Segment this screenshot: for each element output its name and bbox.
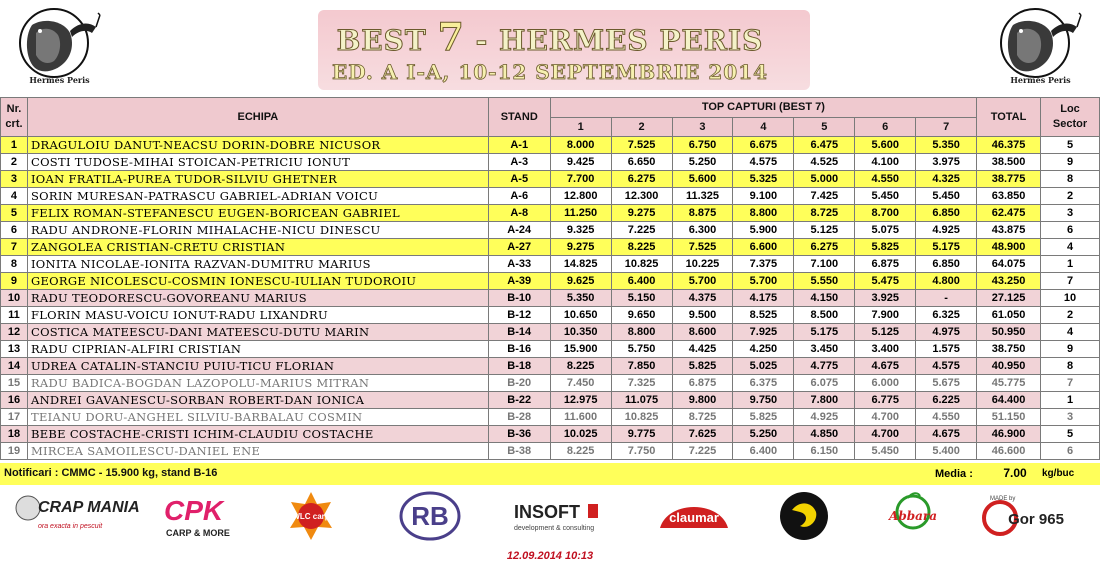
capture-cell: 7.750	[611, 443, 672, 460]
capture-cell: 5.400	[916, 443, 977, 460]
capture-cell: 6.000	[855, 375, 916, 392]
loc-sector-cell: 10	[1041, 290, 1100, 307]
svg-text:CRAP MANIA: CRAP MANIA	[38, 499, 140, 516]
stand-cell: A-5	[488, 171, 550, 188]
notification-bar	[0, 463, 1100, 485]
row-number: 6	[1, 222, 28, 239]
svg-text:CPK: CPK	[164, 495, 224, 526]
capture-cell: 5.550	[794, 273, 855, 290]
capture-cell: 12.300	[611, 188, 672, 205]
team-name: TEIANU DORU-ANGHEL SILVIU-BARBALAU COSMIN	[27, 409, 488, 426]
capture-cell: 5.250	[672, 154, 733, 171]
hermes-peris-logo-right	[993, 3, 1088, 93]
capture-cell: 1.575	[916, 341, 977, 358]
svg-text:Abbara: Abbara	[889, 509, 937, 523]
capture-cell: 5.350	[550, 290, 611, 307]
svg-text:ora exacta in pescuit: ora exacta in pescuit	[38, 523, 103, 530]
capture-cell: 10.225	[672, 256, 733, 273]
capture-cell: 4.575	[733, 154, 794, 171]
loc-sector-cell: 4	[1041, 239, 1100, 256]
total-cell: 51.150	[977, 409, 1041, 426]
stand-cell: B-14	[488, 324, 550, 341]
header-col-1: 1	[550, 118, 611, 137]
svg-text:Gor 965: Gor 965	[1008, 511, 1064, 528]
stand-cell: B-18	[488, 358, 550, 375]
capture-cell: 4.775	[794, 358, 855, 375]
row-number: 15	[1, 375, 28, 392]
stand-cell: A-27	[488, 239, 550, 256]
row-number: 19	[1, 443, 28, 460]
capture-cell: 9.800	[672, 392, 733, 409]
capture-cell: 5.825	[733, 409, 794, 426]
svg-text:development & consulting: development & consulting	[514, 525, 595, 532]
capture-cell: 5.075	[855, 222, 916, 239]
capture-cell: 5.175	[794, 324, 855, 341]
media-unit: kg/buc	[1042, 468, 1075, 479]
team-name: RADU CIPRIAN-ALFIRI CRISTIAN	[27, 341, 488, 358]
table-row	[1, 375, 1100, 392]
loc-sector-cell: 6	[1041, 443, 1100, 460]
total-cell: 43.250	[977, 273, 1041, 290]
header-col-3: 3	[672, 118, 733, 137]
team-name: GEORGE NICOLESCU-COSMIN IONESCU-IULIAN TUDOROIU	[27, 273, 488, 290]
total-cell: 64.075	[977, 256, 1041, 273]
total-cell: 38.500	[977, 154, 1041, 171]
row-number: 16	[1, 392, 28, 409]
table-row	[1, 409, 1100, 426]
capture-cell: 5.700	[672, 273, 733, 290]
header-col-6: 6	[855, 118, 916, 137]
loc-sector-cell: 8	[1041, 171, 1100, 188]
capture-cell: 5.825	[855, 239, 916, 256]
table-row	[1, 256, 1100, 273]
capture-cell: 8.225	[611, 239, 672, 256]
capture-cell: 7.850	[611, 358, 672, 375]
logo-caption-right: Hermes Peris	[1010, 75, 1071, 85]
svg-text:WLC carp: WLC carp	[292, 512, 330, 521]
capture-cell: 15.900	[550, 341, 611, 358]
gor-965-logo	[976, 490, 1096, 542]
team-name: IOAN FRATILA-PUREA TUDOR-SILVIU GHETNER	[27, 171, 488, 188]
capture-cell: 11.075	[611, 392, 672, 409]
loc-sector-cell: 7	[1041, 375, 1100, 392]
title-event: - HERMES PERIS	[475, 24, 764, 57]
capture-cell: 6.775	[855, 392, 916, 409]
capture-cell: 11.325	[672, 188, 733, 205]
capture-cell: 7.800	[794, 392, 855, 409]
capture-cell: 4.975	[916, 324, 977, 341]
capture-cell: 8.700	[855, 205, 916, 222]
capture-cell: 4.250	[733, 341, 794, 358]
capture-cell: 6.375	[733, 375, 794, 392]
capture-cell: 10.650	[550, 307, 611, 324]
capture-cell: 6.075	[794, 375, 855, 392]
title-best: BEST	[336, 24, 427, 57]
capture-cell: 4.700	[855, 409, 916, 426]
capture-cell: 8.725	[794, 205, 855, 222]
table-row	[1, 324, 1100, 341]
capture-cell: 5.175	[916, 239, 977, 256]
capture-cell: 12.975	[550, 392, 611, 409]
capture-cell: 5.450	[855, 188, 916, 205]
capture-cell: 4.700	[855, 426, 916, 443]
loc-sector-cell: 9	[1041, 341, 1100, 358]
capture-cell: 4.150	[794, 290, 855, 307]
capture-cell: 8.225	[550, 358, 611, 375]
capture-cell: 7.625	[672, 426, 733, 443]
svg-text:MADE by: MADE by	[990, 496, 1016, 502]
capture-cell: 4.525	[794, 154, 855, 171]
total-cell: 46.375	[977, 137, 1041, 154]
cpk-logo	[160, 490, 250, 542]
capture-cell: 8.725	[672, 409, 733, 426]
capture-cell: 5.025	[733, 358, 794, 375]
stand-cell: A-3	[488, 154, 550, 171]
stand-cell: B-28	[488, 409, 550, 426]
capture-cell: 9.275	[611, 205, 672, 222]
capture-cell: 10.825	[611, 256, 672, 273]
capture-cell: 3.975	[916, 154, 977, 171]
capture-cell: 4.850	[794, 426, 855, 443]
capture-cell: 7.450	[550, 375, 611, 392]
row-number: 4	[1, 188, 28, 205]
capture-cell: 4.800	[916, 273, 977, 290]
capture-cell: 5.750	[611, 341, 672, 358]
stand-cell: A-8	[488, 205, 550, 222]
total-cell: 62.475	[977, 205, 1041, 222]
capture-cell: 3.925	[855, 290, 916, 307]
capture-cell: 9.625	[550, 273, 611, 290]
team-name: FLORIN MASU-VOICU IONUT-RADU LIXANDRU	[27, 307, 488, 324]
title-number: 7	[437, 14, 465, 59]
team-name: COSTICA MATEESCU-DANI MATEESCU-DUTU MARIN	[27, 324, 488, 341]
row-number: 1	[1, 137, 28, 154]
team-name: RADU BADICA-BOGDAN LAZOPOLU-MARIUS MITRAN	[27, 375, 488, 392]
capture-cell: 5.900	[733, 222, 794, 239]
notification-text: Notificari : CMMC - 15.900 kg, stand B-16	[4, 467, 218, 479]
total-cell: 63.850	[977, 188, 1041, 205]
capture-cell: 9.325	[550, 222, 611, 239]
table-row	[1, 392, 1100, 409]
capture-cell: 5.600	[855, 137, 916, 154]
stand-cell: A-33	[488, 256, 550, 273]
row-number: 8	[1, 256, 28, 273]
total-cell: 38.775	[977, 171, 1041, 188]
table-row	[1, 273, 1100, 290]
row-number: 13	[1, 341, 28, 358]
table-row	[1, 443, 1100, 460]
capture-cell: 6.225	[916, 392, 977, 409]
loc-sector-cell: 6	[1041, 222, 1100, 239]
capture-cell: 5.150	[611, 290, 672, 307]
capture-cell: 7.525	[672, 239, 733, 256]
capture-cell: 7.525	[611, 137, 672, 154]
insoft-logo	[510, 490, 630, 542]
capture-cell: 11.250	[550, 205, 611, 222]
row-number: 11	[1, 307, 28, 324]
header-stand: STAND	[488, 98, 550, 137]
total-cell: 27.125	[977, 290, 1041, 307]
capture-cell: 6.275	[794, 239, 855, 256]
table-row	[1, 358, 1100, 375]
team-name: MIRCEA SAMOILESCU-DANIEL ENE	[27, 443, 488, 460]
capture-cell: 7.700	[550, 171, 611, 188]
header-top-captures: TOP CAPTURI (BEST 7)	[550, 98, 976, 118]
capture-cell: 7.225	[611, 222, 672, 239]
capture-cell: 6.325	[916, 307, 977, 324]
claumar-logo	[654, 490, 734, 542]
capture-cell: 5.450	[916, 188, 977, 205]
header-col-2: 2	[611, 118, 672, 137]
loc-sector-cell: 7	[1041, 273, 1100, 290]
loc-sector-cell: 5	[1041, 137, 1100, 154]
capture-cell: 6.475	[794, 137, 855, 154]
table-row	[1, 222, 1100, 239]
loc-sector-cell: 1	[1041, 392, 1100, 409]
total-cell: 45.775	[977, 375, 1041, 392]
capture-cell: 8.000	[550, 137, 611, 154]
team-name: ANDREI GAVANESCU-SORBAN ROBERT-DAN IONICA	[27, 392, 488, 409]
table-row	[1, 307, 1100, 324]
capture-cell: 4.550	[916, 409, 977, 426]
row-number: 2	[1, 154, 28, 171]
svg-text:CARP & MORE: CARP & MORE	[166, 528, 230, 538]
hermes-peris-logo-left	[12, 3, 107, 93]
wlc-carp-logo	[286, 490, 336, 542]
team-name: RADU ANDRONE-FLORIN MIHALACHE-NICU DINESCU	[27, 222, 488, 239]
team-name: IONITA NICOLAE-IONITA RAZVAN-DUMITRU MARIUS	[27, 256, 488, 273]
capture-cell: 8.500	[794, 307, 855, 324]
capture-cell: 5.325	[733, 171, 794, 188]
row-number: 9	[1, 273, 28, 290]
capture-cell: 6.850	[916, 205, 977, 222]
capture-cell: 5.000	[794, 171, 855, 188]
capture-cell: 7.100	[794, 256, 855, 273]
capture-cell: 3.450	[794, 341, 855, 358]
loc-sector-cell: 1	[1041, 256, 1100, 273]
stand-cell: B-20	[488, 375, 550, 392]
capture-cell: 8.800	[733, 205, 794, 222]
row-number: 12	[1, 324, 28, 341]
capture-cell: 5.475	[855, 273, 916, 290]
header	[0, 0, 1100, 96]
stand-cell: B-38	[488, 443, 550, 460]
loc-sector-cell: 9	[1041, 154, 1100, 171]
capture-cell: 6.400	[611, 273, 672, 290]
abbara-logo	[878, 490, 948, 542]
stand-cell: B-10	[488, 290, 550, 307]
capture-cell: 5.600	[672, 171, 733, 188]
row-number: 14	[1, 358, 28, 375]
header-loc-sector: Loc Sector	[1041, 98, 1100, 137]
table-row	[1, 188, 1100, 205]
capture-cell: 5.125	[855, 324, 916, 341]
row-number: 7	[1, 239, 28, 256]
capture-cell: 6.750	[672, 137, 733, 154]
row-number: 5	[1, 205, 28, 222]
total-cell: 40.950	[977, 358, 1041, 375]
header-col-7: 7	[916, 118, 977, 137]
total-cell: 43.875	[977, 222, 1041, 239]
header-col-4: 4	[733, 118, 794, 137]
capture-cell: 5.825	[672, 358, 733, 375]
capture-cell: 7.925	[733, 324, 794, 341]
capture-cell: 9.775	[611, 426, 672, 443]
capture-cell: 9.100	[733, 188, 794, 205]
row-number: 18	[1, 426, 28, 443]
capture-cell: 8.525	[733, 307, 794, 324]
row-number: 10	[1, 290, 28, 307]
team-name: UDREA CATALIN-STANCIU PUIU-TICU FLORIAN	[27, 358, 488, 375]
team-name: RADU TEODORESCU-GOVOREANU MARIUS	[27, 290, 488, 307]
capture-cell: 7.425	[794, 188, 855, 205]
capture-cell: 6.150	[794, 443, 855, 460]
team-name: FELIX ROMAN-STEFANESCU EUGEN-BORICEAN GABRIEL	[27, 205, 488, 222]
capture-cell: 9.275	[550, 239, 611, 256]
capture-cell: 7.375	[733, 256, 794, 273]
capture-cell: 8.875	[672, 205, 733, 222]
capture-cell: 6.275	[611, 171, 672, 188]
capture-cell: 6.650	[611, 154, 672, 171]
capture-cell: -	[916, 290, 977, 307]
capture-cell: 6.875	[672, 375, 733, 392]
capture-cell: 10.825	[611, 409, 672, 426]
capture-cell: 4.675	[855, 358, 916, 375]
total-cell: 61.050	[977, 307, 1041, 324]
capture-cell: 5.350	[916, 137, 977, 154]
capture-cell: 6.675	[733, 137, 794, 154]
capture-cell: 14.825	[550, 256, 611, 273]
capture-cell: 10.025	[550, 426, 611, 443]
table-row	[1, 137, 1100, 154]
stand-cell: A-6	[488, 188, 550, 205]
capture-cell: 3.400	[855, 341, 916, 358]
loc-sector-cell: 2	[1041, 188, 1100, 205]
rb-logo	[398, 490, 462, 542]
capture-cell: 4.550	[855, 171, 916, 188]
total-cell: 46.600	[977, 443, 1041, 460]
capture-cell: 7.225	[672, 443, 733, 460]
stand-cell: B-12	[488, 307, 550, 324]
table-row	[1, 239, 1100, 256]
capture-cell: 6.300	[672, 222, 733, 239]
total-cell: 64.400	[977, 392, 1041, 409]
capture-cell: 5.450	[855, 443, 916, 460]
table-row	[1, 154, 1100, 171]
team-name: SORIN MURESAN-PATRASCU GABRIEL-ADRIAN VOICU	[27, 188, 488, 205]
stand-cell: B-22	[488, 392, 550, 409]
capture-cell: 9.750	[733, 392, 794, 409]
loc-sector-cell: 2	[1041, 307, 1100, 324]
capture-cell: 11.600	[550, 409, 611, 426]
total-cell: 38.750	[977, 341, 1041, 358]
capture-cell: 4.375	[672, 290, 733, 307]
header-total: TOTAL	[977, 98, 1041, 137]
media-label: Media :	[935, 468, 973, 480]
loc-sector-cell: 5	[1041, 426, 1100, 443]
table-row	[1, 290, 1100, 307]
capture-cell: 9.650	[611, 307, 672, 324]
media-value: 7.00	[1003, 466, 1027, 480]
capture-cell: 4.575	[916, 358, 977, 375]
row-number: 17	[1, 409, 28, 426]
capture-cell: 6.850	[916, 256, 977, 273]
capture-cell: 6.400	[733, 443, 794, 460]
total-cell: 50.950	[977, 324, 1041, 341]
loc-sector-cell: 4	[1041, 324, 1100, 341]
sponsors-bar	[0, 486, 1100, 546]
capture-cell: 4.925	[916, 222, 977, 239]
table-row	[1, 205, 1100, 222]
loc-sector-cell: 3	[1041, 409, 1100, 426]
timestamp: 12.09.2014 10:13	[506, 550, 594, 562]
capture-cell: 9.425	[550, 154, 611, 171]
capture-cell: 4.425	[672, 341, 733, 358]
capture-cell: 5.700	[733, 273, 794, 290]
capture-cell: 4.175	[733, 290, 794, 307]
capture-cell: 5.250	[733, 426, 794, 443]
row-number: 3	[1, 171, 28, 188]
capture-cell: 4.925	[794, 409, 855, 426]
fish-emblem-logo	[778, 490, 830, 542]
capture-cell: 4.100	[855, 154, 916, 171]
capture-cell: 6.875	[855, 256, 916, 273]
header-team: ECHIPA	[27, 98, 488, 137]
stand-cell: B-36	[488, 426, 550, 443]
crap-mania-logo	[8, 490, 140, 542]
capture-cell: 6.600	[733, 239, 794, 256]
team-name: BEBE COSTACHE-CRISTI ICHIM-CLAUDIU COSTACHE	[27, 426, 488, 443]
team-name: COSTI TUDOSE-MIHAI STOICAN-PETRICIU IONUT	[27, 154, 488, 171]
svg-text:claumar: claumar	[669, 510, 719, 525]
capture-cell: 9.500	[672, 307, 733, 324]
capture-cell: 8.600	[672, 324, 733, 341]
title-line-1	[0, 14, 1100, 59]
table-row	[1, 426, 1100, 443]
capture-cell: 7.325	[611, 375, 672, 392]
header-col-5: 5	[794, 118, 855, 137]
stand-cell: A-24	[488, 222, 550, 239]
capture-cell: 5.125	[794, 222, 855, 239]
stand-cell: B-16	[488, 341, 550, 358]
capture-cell: 8.800	[611, 324, 672, 341]
capture-cell: 12.800	[550, 188, 611, 205]
total-cell: 48.900	[977, 239, 1041, 256]
svg-text:INSOFT: INSOFT	[514, 502, 580, 522]
logo-caption-left: Hermes Peris	[29, 75, 90, 85]
capture-cell: 7.900	[855, 307, 916, 324]
table-row	[1, 341, 1100, 358]
team-name: ZANGOLEA CRISTIAN-CRETU CRISTIAN	[27, 239, 488, 256]
stand-cell: A-39	[488, 273, 550, 290]
stand-cell: A-1	[488, 137, 550, 154]
team-name: DRAGULOIU DANUT-NEACSU DORIN-DOBRE NICUSOR	[27, 137, 488, 154]
loc-sector-cell: 8	[1041, 358, 1100, 375]
capture-cell: 5.675	[916, 375, 977, 392]
header-nr: Nr. crt.	[1, 98, 28, 137]
table-row	[1, 171, 1100, 188]
loc-sector-cell: 3	[1041, 205, 1100, 222]
results-table	[0, 97, 1100, 460]
capture-cell: 4.325	[916, 171, 977, 188]
capture-cell: 4.675	[916, 426, 977, 443]
capture-cell: 10.350	[550, 324, 611, 341]
total-cell: 46.900	[977, 426, 1041, 443]
capture-cell: 8.225	[550, 443, 611, 460]
title-line-2: ED. A I-A, 10-12 SEPTEMBRIE 2014	[331, 60, 769, 84]
svg-text:RB: RB	[411, 501, 449, 531]
